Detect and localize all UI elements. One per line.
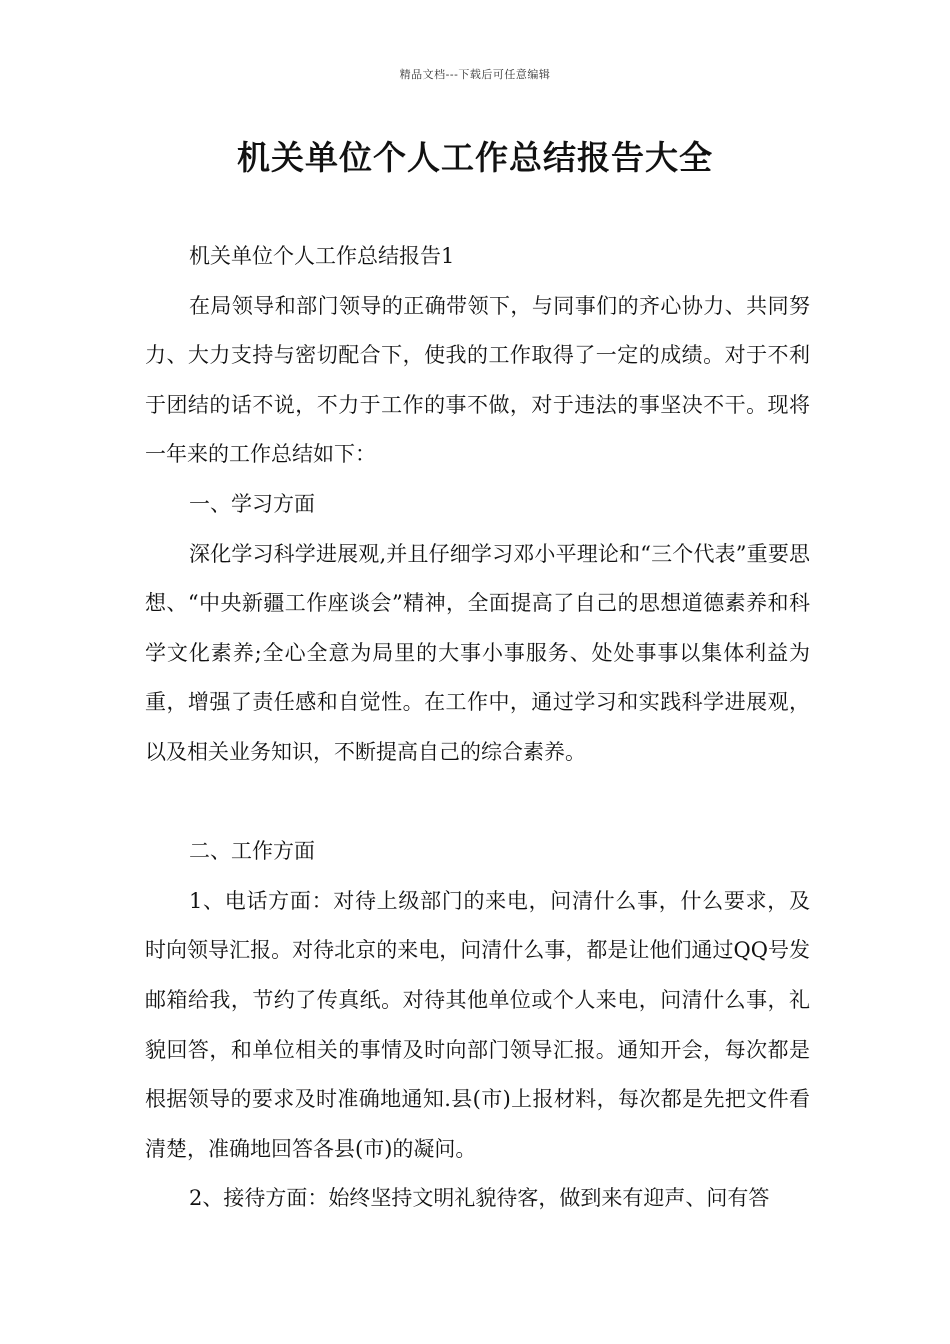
document-body <box>145 232 810 1224</box>
reception-paragraph: 2、接待方面：始终坚持文明礼貌待客，做到来有迎声、问有答 <box>189 1186 770 1211</box>
section-heading-study: 一、学习方面 <box>189 491 315 516</box>
header-note: 精品文档---下载后可任意编辑 <box>399 68 551 81</box>
section-heading-work: 二、工作方面 <box>189 839 315 864</box>
phone-paragraph: 1、电话方面：对待上级部门的来电，问清什么事，什么要求，及时向领导汇报。对待北京的来电，问清什么事，都是让他们通过QQ号发邮箱给我，节约了传真纸。对待其他单位或个人来电，问清什么事，礼貌回答，和单位相关的事情及时向部门领导汇报。通知开会，每次都是根据领导的要求及时准确地通知.县(市)上报材料，每次都是先把文件看清楚，准确地回答各县(市)的凝问。 <box>145 888 810 1161</box>
report-subtitle: 机关单位个人工作总结报告1 <box>189 244 455 268</box>
intro-paragraph: 在局领导和部门领导的正确带领下，与同事们的齐心协力、共同努力、大力支持与密切配合下，使我的工作取得了一定的成绩。对于不利于团结的话不说，不力于工作的事不做，对于违法的事坚决不干。现将一年来的工作总结如下： <box>145 293 810 467</box>
study-paragraph: 深化学习科学进展观,并且仔细学习邓小平理论和“三个代表”重要思想、“中央新疆工作座谈会”精神，全面提高了自己的思想道德素养和科学文化素养;全心全意为局里的大事小事服务、处处事事以集体利益为重，增强了责任感和自觉性。在工作中，通过学习和实践科学进展观，以及相关业务知识，不断提高自己的综合素养。 <box>145 541 810 764</box>
document-title: 机关单位个人工作总结报告大全 <box>237 138 713 177</box>
